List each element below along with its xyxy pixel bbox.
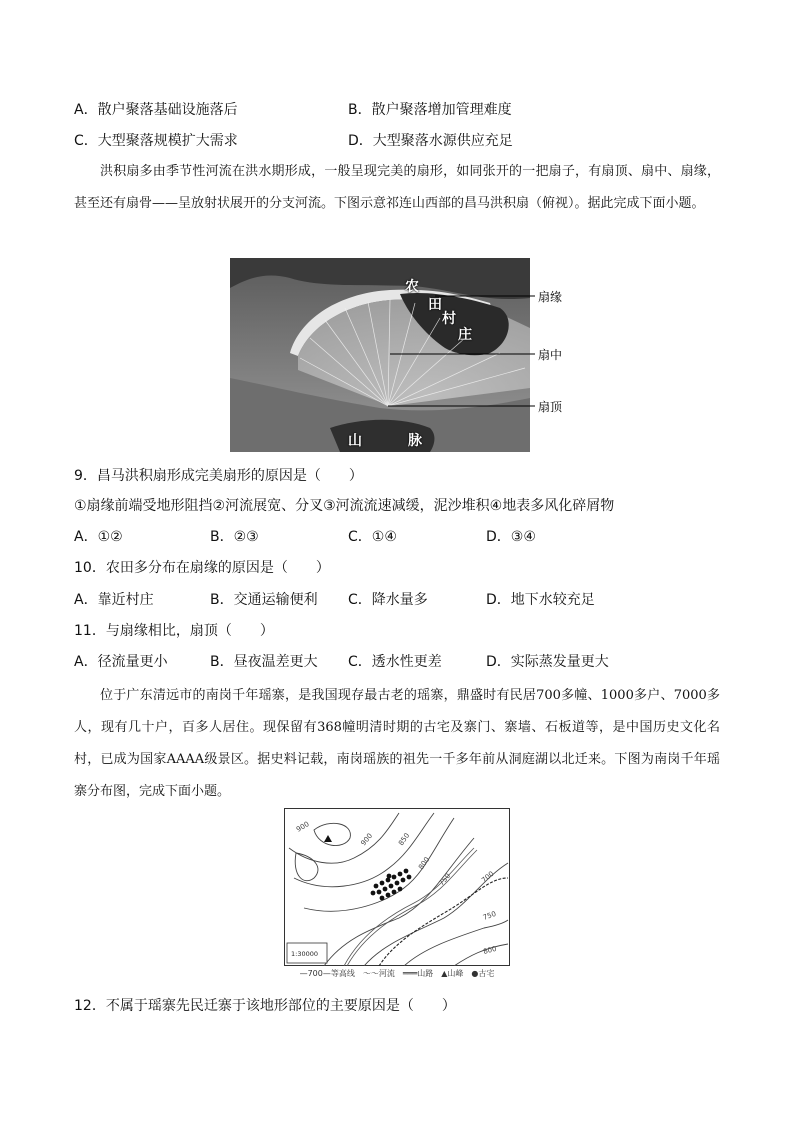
q11-option-a: A．径流量更小 <box>74 654 168 670</box>
contour-label-900a: 900 <box>295 820 311 834</box>
q11-option-c: C．透水性更差 <box>348 654 442 670</box>
q10-option-b: B．交通运输便利 <box>210 592 318 608</box>
contour-label-850: 850 <box>397 831 412 848</box>
q8-option-a: A．散户聚落基础设施落后 <box>74 102 238 118</box>
passage-yao-village: 位于广东清远市的南岗千年瑶寨，是我国现存最古老的瑶寨，鼎盛时有民居700多幢、1000多户、7000多人，现有几十户，百多人居住。现保留有368幢明清时期的古宅及寨门、寨墙、石板道等，是中国历史文化名村，已成为国家AAAA级景区。据史料记载，南岗瑶族的祖先一千多年前从洞庭湖以北迁来。下图为南岗千年瑶寨分布图，完成下面小题。 <box>74 688 720 799</box>
contour-label-800b: 800 <box>482 944 498 956</box>
q8-option-c: C．大型聚落规模扩大需求 <box>74 133 238 149</box>
map-text-nong: 农 <box>405 279 419 295</box>
fan-top-label: 扇顶 <box>538 400 563 414</box>
fan-edge-label: 扇缘 <box>538 290 563 304</box>
q9-option-d: D．③④ <box>486 529 536 545</box>
q9-option-c: C．①④ <box>348 529 397 545</box>
contour-label-750b: 750 <box>481 909 498 922</box>
contour-label-750a: 750 <box>437 871 453 888</box>
yao-village-map <box>284 808 510 966</box>
map-scale: 1:30000 <box>291 950 319 958</box>
q9-stem: 9．昌马洪积扇形成完美扇形的原因是（ ） <box>74 468 363 484</box>
map-text-zhuang: 庄 <box>458 327 472 343</box>
map-text-tian: 田 <box>428 297 442 313</box>
contour-label-700: 700 <box>480 869 496 885</box>
map-text-cun: 村 <box>442 311 456 327</box>
q8-option-d: D．大型聚落水源供应充足 <box>348 133 513 149</box>
alluvial-fan-image <box>230 258 570 452</box>
q11-option-d: D．实际蒸发量更大 <box>486 654 609 670</box>
alluvial-fan-figure <box>230 258 570 452</box>
map-legend: —700—等高线 ～～河流 ═══山路 ▲山峰 ●古宅 <box>299 969 495 978</box>
q11-option-b: B．昼夜温差更大 <box>210 654 318 670</box>
map-text-shan: 山 <box>348 433 362 449</box>
q9-option-b: B．②③ <box>210 529 259 545</box>
fan-middle-label: 扇中 <box>538 348 563 362</box>
map-text-mai: 脉 <box>408 433 422 449</box>
q10-option-a: A．靠近村庄 <box>74 592 154 608</box>
q10-option-c: C．降水量多 <box>348 592 428 608</box>
q8-option-b: B．散户聚落增加管理难度 <box>348 102 512 118</box>
q10-option-d: D．地下水较充足 <box>486 592 595 608</box>
contour-map <box>284 808 510 966</box>
q10-stem: 10．农田多分布在扇缘的原因是（ ） <box>74 560 330 576</box>
contour-label-800a: 800 <box>417 855 432 872</box>
contour-label-900b: 900 <box>359 831 375 848</box>
q9-option-a: A．①② <box>74 529 123 545</box>
passage-alluvial-fan: 洪积扇多由季节性河流在洪水期形成，一般呈现完美的扇形，如同张开的一把扇子，有扇顶、扇中、扇缘，甚至还有扇骨——呈放射状展开的分支河流。下图示意祁连山西部的昌马洪积扇（俯视）。据此完成下面小题。 <box>74 164 720 211</box>
q9-statements: ①扇缘前端受地形阻挡②河流展宽、分叉③河流流速减缓，泥沙堆积④地表多风化碎屑物 <box>74 498 615 514</box>
q12-stem: 12．不属于瑶寨先民迁寨于该地形部位的主要原因是（ ） <box>74 998 456 1014</box>
q11-stem: 11．与扇缘相比，扇顶（ ） <box>74 623 274 639</box>
